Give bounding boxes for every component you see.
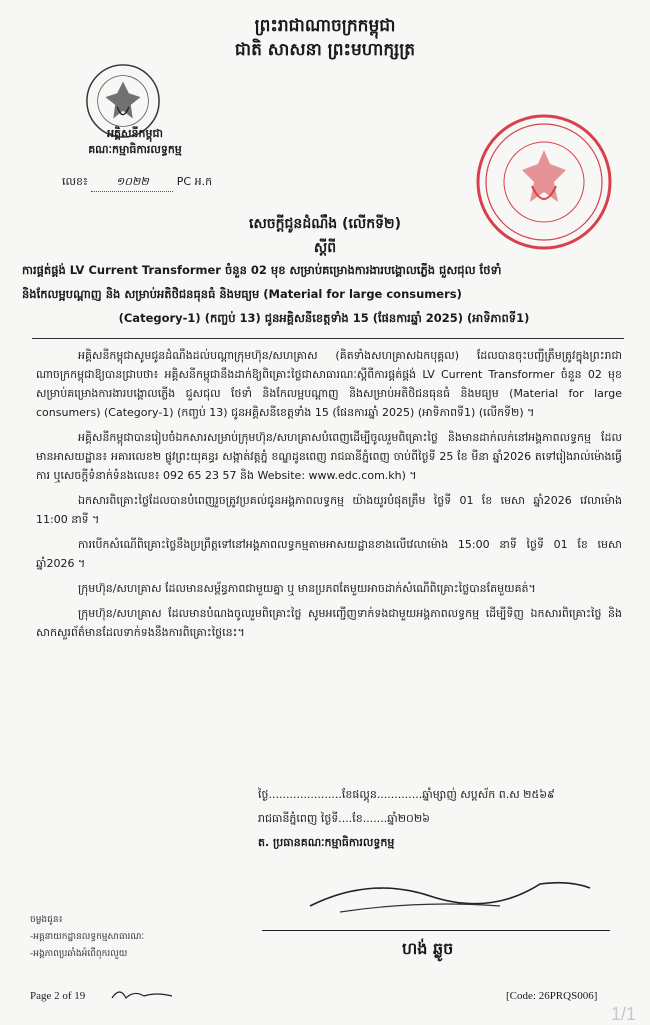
document-code: [Code: 26PRQS006] xyxy=(506,990,598,1002)
lunar-date-line: ថ្ងៃ.....................ខែផល្គុន.............ឆ្នាំម្សាញ់ សប្តស័ក ព.ស ២៥៦៩ xyxy=(258,788,555,801)
page-footer-number: Page 2 of 19 xyxy=(30,990,86,1002)
ref-label: លេខ៖ xyxy=(62,175,88,188)
body-paragraph-5: ក្រុមហ៊ុន/សហគ្រាស ដែលមានសម្ព័ន្ធភាពជាមួយគ្នា ឬ មានប្រភពតែមួយអាចដាក់សំណើពិគ្រោះថ្លៃបានតែមួយគត់។ xyxy=(78,582,536,595)
org-name: អគ្គិសនីកម្ពុជា xyxy=(107,127,163,140)
issuing-organization xyxy=(70,126,200,158)
kingdom-title: ព្រះរាជាណាចក្រកម្ពុជា xyxy=(254,16,396,36)
title-divider xyxy=(32,338,624,339)
subject-line-1: ការផ្គត់ផ្គង់ LV Current Transformer ចំនួន 02 មុខ សម្រាប់គម្រោងការងារបង្គោលភ្លើង ជួសជុល ថែទាំ xyxy=(22,263,502,277)
signature-line xyxy=(262,930,610,931)
national-motto: ជាតិ សាសនា ព្រះមហាក្សត្រ xyxy=(234,40,416,60)
reference-number xyxy=(62,175,212,192)
signer-title: ត. ប្រធានគណៈកម្មាធិការលទ្ធកម្ម xyxy=(258,836,395,849)
cc-heading: ចម្លងជូន៖ xyxy=(30,915,63,925)
ref-number: ១០២២ xyxy=(91,175,173,192)
initials-signature xyxy=(108,984,178,1004)
committee-name: គណៈកម្មាធិការលទ្ធកម្ម xyxy=(88,143,182,156)
notice-body xyxy=(36,346,622,648)
subject-line-3: (Category-1) (កញ្ចប់ 13) ជូនអគ្គិសនីខេត្តទាំង 15 (ផែនការឆ្នាំ 2025) (អាទិភាពទី1) xyxy=(118,311,530,325)
signer-name: ហង់ ឆ្លូច xyxy=(402,939,454,958)
handwritten-signature xyxy=(300,866,600,926)
viewer-page-indicator: 1/1 xyxy=(610,1004,636,1024)
notice-subject-label: ស្តីពី xyxy=(313,240,337,256)
kingdom-header xyxy=(0,14,650,62)
body-paragraph-6: ក្រុមហ៊ុន/សហគ្រាស ដែលមានបំណងចូលរួមពិគ្រោះថ្លៃ សូមអញ្ជើញទាក់ទងជាមួយអង្គភាពលទ្ធកម្ម ដើម្បីទិញ ឯកសារពិគ្រោះថ្លៃ និងសាកសួរព័ត៌មានដែលទាក់ទងនឹងការពិគ្រោះថ្លៃនេះ។ xyxy=(36,607,622,639)
body-paragraph-4: ការបើកសំណើពិគ្រោះថ្លៃនឹងប្រព្រឹត្តទៅនៅអង្គភាពលទ្ធកម្មតាមអាសយដ្ឋានខាងលើវេលាម៉ោង 15:00 នាទី ថ្ងៃទី 01 ខែ មេសា ឆ្នាំ2026 ។ xyxy=(36,538,622,570)
cc-item: -អគ្គនាយកដ្ឋានលទ្ធកម្មសាធារណៈ xyxy=(30,932,145,942)
copy-to-list xyxy=(30,912,144,963)
cc-item: -អង្គភាពប្រឆាំងអំពើពុករលួយ xyxy=(30,949,128,959)
body-paragraph-3: ឯកសារពិគ្រោះថ្លៃដែលបានបំពេញរួចត្រូវប្រគល់ជូនអង្គភាពលទ្ធកម្ម យ៉ាងយូរបំផុតត្រឹម ថ្ងៃទី 01 ខែ មេសា ឆ្នាំ2026 វេលាម៉ោង 11:00 នាទី ។ xyxy=(36,494,622,526)
ref-suffix: PC អ.ក xyxy=(176,175,213,188)
solar-date-line: រាជធានីភ្នំពេញ ថ្ងៃទី....ខែ.......ឆ្នាំ២០២៦ xyxy=(258,812,430,825)
body-paragraph-1: អគ្គិសនីកម្ពុជាសូមជូនដំណឹងដល់បណ្តាក្រុមហ៊ុន/សហគ្រាស (គិតទាំងសហគ្រាសឯកបុគ្គល) ដែលបានចុះបញ្ជីត្រឹមត្រូវក្នុងព្រះរាជាណាចក្រកម្ពុជាឱ្យបានជ្រាបថា៖ អគ្គិសនីកម្ពុជានឹងដាក់ឱ្យពិគ្រោះថ្លៃជាសាធារណៈស្តីពីការផ្គត់ផ្គង់ LV Current Transformer ចំនួន 02 មុខ សម្រាប់គម្រោងការងារបង្គោលភ្លើង ជួសជុល ថែទាំ និងកែលម្អបណ្តាញ និងសម្រាប់អតិថិជនធុនធំ និងមធ្យម (Material for large consumers) (Category-1) (កញ្ចប់ 13) ជូនអគ្គិសនីខេត្តទាំង 15 (ផែនការឆ្នាំ 2025) (អាទិភាពទី1) (លើកទី២) ។ xyxy=(36,349,622,419)
subject-line-2: និងកែលម្អបណ្តាញ និង សម្រាប់អតិថិជនធុនធំ និងមធ្យម (Material for large consumers) xyxy=(22,287,462,301)
body-paragraph-2: អគ្គិសនីកម្ពុជាបានរៀបចំឯកសារសម្រាប់ក្រុមហ៊ុន/សហគ្រាសបំពេញដើម្បីចូលរួមពិគ្រោះថ្លៃ និងមានដាក់លក់នៅអង្គភាពលទ្ធកម្ម ដែលមានអាសយដ្ឋាន៖ អគារលេខ២ ផ្លូវព្រះយុគន្ធរ សង្កាត់វត្តភ្នំ ខណ្ឌដូនពេញ រាជធានីភ្នំពេញ ចាប់ពីថ្ងៃទី 25 ខែ មីនា ឆ្នាំ2026 តទៅរៀងរាល់ម៉ោងធ្វើការ ឬសេចក្តីទំនាក់ទំនងលេខ៖ 092 65 23 57 និង Website: www.edc.com.kh) ។ xyxy=(36,431,622,482)
notice-title: សេចក្តីជូនដំណឹង (លើកទី២) xyxy=(249,216,401,232)
